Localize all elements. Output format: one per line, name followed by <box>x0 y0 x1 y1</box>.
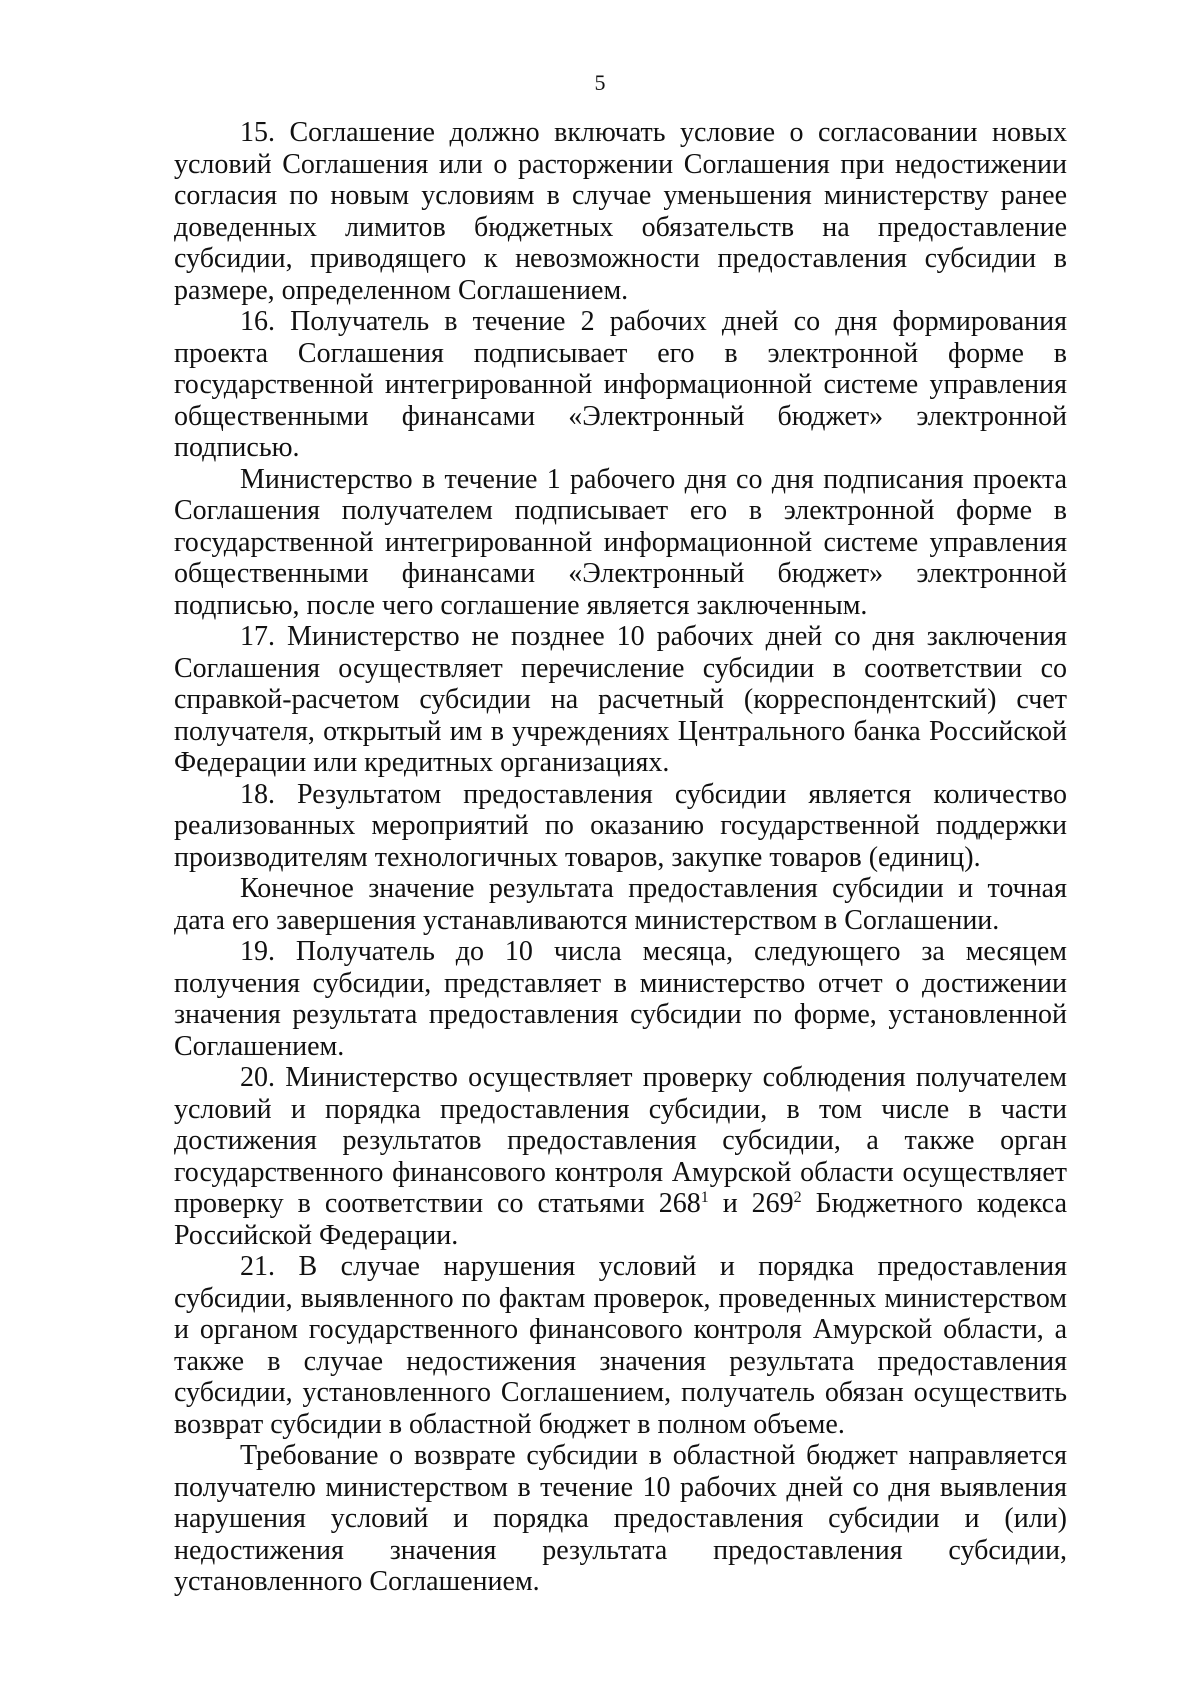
paragraph-21-refund-demand: Требование о возврате субсидии в областной бюджет направляется получателю министерством в течение 10 рабочих дней со дня выявления нарушения условий и порядка предоставления субсидии и (или) недостижения значения результата предоставления субсидии, установленного Соглашением. <box>174 1440 1067 1597</box>
paragraph-17: 17. Министерство не позднее 10 рабочих дней со дня заключения Соглашения осуществляет перечисление субсидии в соответствии со справкой-расчетом субсидии на расчетный (корреспондентский) счет получателя, открытый им в учреждениях Центрального банка Российской Федерации или кредитных организациях. <box>174 621 1067 778</box>
paragraph-20-text-2: и 269 <box>708 1188 794 1219</box>
paragraph-15: 15. Соглашение должно включать условие о согласовании новых условий Соглашения или о расторжении Соглашения при недостижении согласия по новым условиям в случае уменьшения министерству ранее доведенных лимитов бюджетных обязательств на предоставление субсидии, приводящего к невозможности предоставления субсидии в размере, определенном Соглашением. <box>174 117 1067 306</box>
paragraph-21: 21. В случае нарушения условий и порядка предоставления субсидии, выявленного по фактам проверок, проведенных министерством и органом государственного финансового контроля Амурской области, а также в случае недостижения значения результата предоставления субсидии, установленного Соглашением, получатель обязан осуществить возврат субсидии в областной бюджет в полном объеме. <box>174 1251 1067 1440</box>
article-269-superscript: 2 <box>793 1189 802 1206</box>
document-body <box>174 117 1067 1598</box>
article-268-superscript: 1 <box>700 1189 709 1206</box>
paragraph-18-final-value: Конечное значение результата предоставления субсидии и точная дата его завершения устанавливаются министерством в Соглашении. <box>174 873 1067 936</box>
paragraph-16-ministry-signing: Министерство в течение 1 рабочего дня со дня подписания проекта Соглашения получателем подписывает его в электронной форме в государственной интегрированной информационной системе управления общественными финансами «Электронный бюджет» электронной подписью, после чего соглашение является заключенным. <box>174 463 1067 621</box>
paragraph-18: 18. Результатом предоставления субсидии является количество реализованных мероприятий по оказанию государственной поддержки производителям технологичных товаров, закупке товаров (единиц). <box>174 778 1067 873</box>
paragraph-20 <box>174 1062 1067 1251</box>
paragraph-20-text-1: 20. Министерство осуществляет проверку соблюдения получателем условий и порядка предоставления субсидии, в том числе в части достижения результатов предоставления субсидии, а также орган государственного финансового контроля Амурской области осуществляет проверку в соответствии со статьями 268 <box>174 1062 1067 1219</box>
paragraph-16: 16. Получатель в течение 2 рабочих дней со дня формирования проекта Соглашения подписывает его в электронной форме в государственной интегрированной информационной системе управления общественными финансами «Электронный бюджет» электронной подписью. <box>174 306 1067 463</box>
paragraph-19: 19. Получатель до 10 числа месяца, следующего за месяцем получения субсидии, представляет в министерство отчет о достижении значения результата предоставления субсидии по форме, установленной Соглашением. <box>174 936 1067 1062</box>
page-number: 5 <box>594 70 606 95</box>
paragraph-20-text-3: Бюджетного кодекса Российской Федерации. <box>174 1188 1067 1251</box>
